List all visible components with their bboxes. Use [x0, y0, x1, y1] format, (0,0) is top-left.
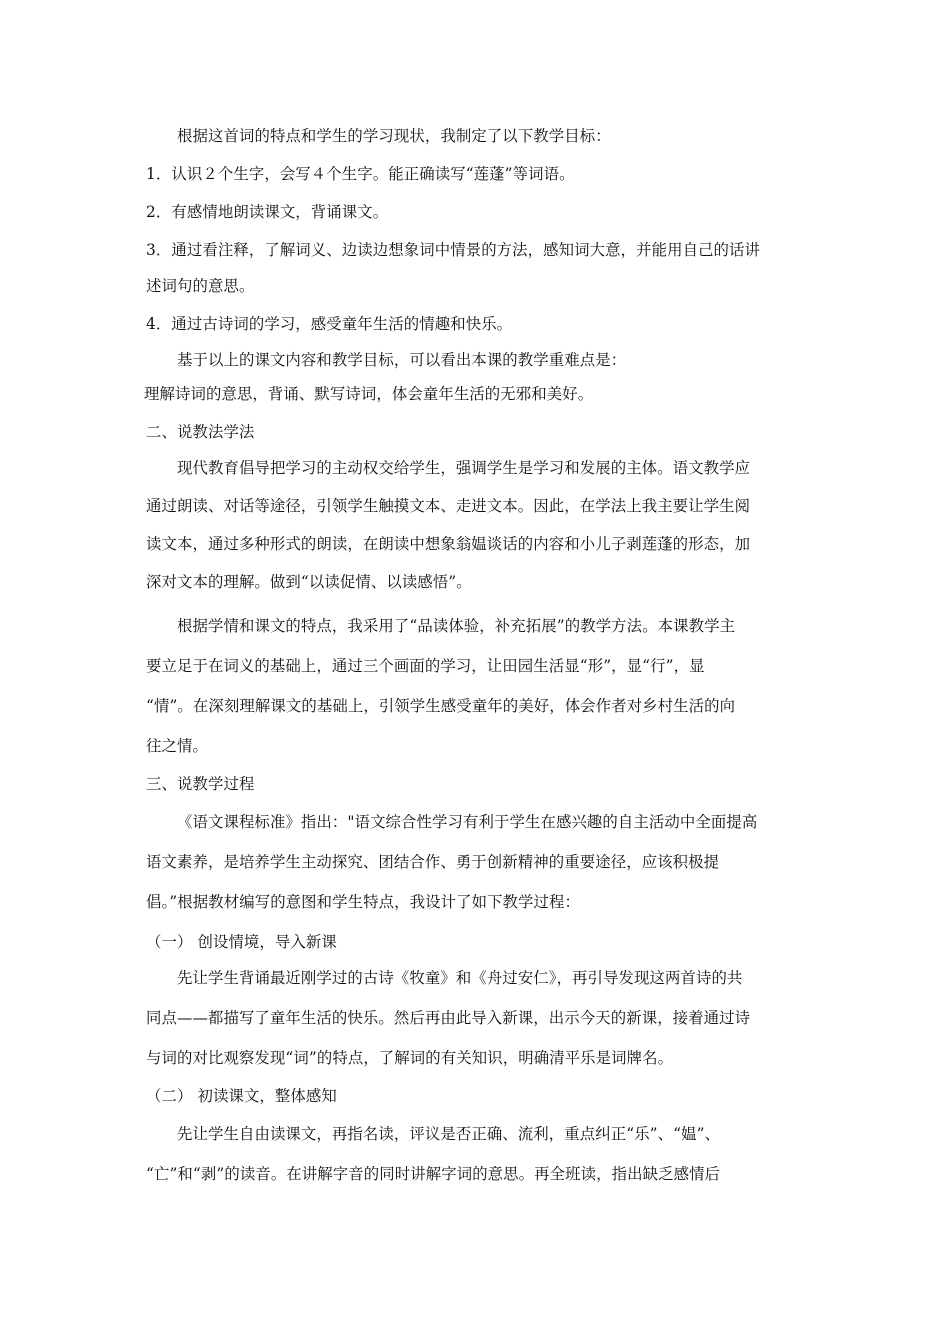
- paragraph-approach-line: 根据学情和课文的特点，我采用了“品读体验，补充拓展”的教学方法。本课教学主: [177, 617, 736, 635]
- paragraph-methods-line: 读文本，通过多种形式的朗读，在朗读中想象翁媪谈话的内容和小儿子剥莲蓬的形态，加: [146, 535, 751, 553]
- paragraph-standard-line: 语文素养，是培养学生主动探究、团结合作、勇于创新精神的重要途径，应该积极提: [146, 853, 720, 871]
- paragraph-methods-line: 通过朗读、对话等途径，引领学生触摸文本、走进文本。因此，在学法上我主要让学生阅: [146, 497, 751, 515]
- section-heading-methods: 二、说教法学法: [146, 423, 255, 441]
- paragraph-step-1-line: 同点——都描写了童年生活的快乐。然后再由此导入新课，出示今天的新课，接着通过诗: [146, 1009, 751, 1027]
- paragraph-step-1-line: 与词的对比观察发现“词”的特点，了解词的有关知识，明确清平乐是词牌名。: [146, 1049, 674, 1067]
- paragraph-step-2-line: “亡”和“剥”的读音。在讲解字音的同时讲解字词的意思。再全班读，指出缺乏感情后: [146, 1165, 721, 1183]
- paragraph-intro-goals: 根据这首词的特点和学生的学习现状，我制定了以下教学目标：: [177, 127, 611, 145]
- goal-item-4: 4．通过古诗词的学习，感受童年生活的情趣和快乐。: [146, 315, 513, 333]
- paragraph-step-2-line: 先让学生自由读课文，再指名读，评议是否正确、流利，重点纠正“乐”、“媪”、: [177, 1125, 721, 1143]
- goal-item-3: 3．通过看注释，了解词义、边读边想象词中情景的方法，感知词大意，并能用自己的话讲: [146, 241, 761, 259]
- goal-item-2: 2．有感情地朗读课文，背诵课文。: [146, 203, 389, 221]
- paragraph-approach-line: 要立足于在词义的基础上，通过三个画面的学习，让田园生活显“形”，显“行”，显: [146, 657, 705, 675]
- paragraph-approach-line: 往之情。: [146, 737, 208, 755]
- goal-item-1: 1．认识２个生字，会写４个生字。能正确读写“莲蓬”等词语。: [146, 165, 575, 183]
- section-heading-process: 三、说教学过程: [146, 775, 255, 793]
- paragraph-methods-line: 深对文本的理解。做到“以读促情、以读感悟”。: [146, 573, 472, 591]
- subheading-step-1: （一） 创设情境，导入新课: [146, 933, 337, 951]
- paragraph-standard-line: 倡。”根据教材编写的意图和学生特点，我设计了如下教学过程：: [146, 893, 581, 911]
- goal-item-3-cont: 述词句的意思。: [146, 277, 255, 295]
- paragraph-key-points: 理解诗词的意思，背诵、默写诗词，体会童年生活的无邪和美好。: [144, 385, 594, 403]
- paragraph-methods-line: 现代教育倡导把学习的主动权交给学生，强调学生是学习和发展的主体。语文教学应: [177, 459, 751, 477]
- paragraph-step-1-line: 先让学生背诵最近刚学过的古诗《牧童》和《舟过安仁》，再引导发现这两首诗的共: [177, 969, 743, 987]
- paragraph-key-points-intro: 基于以上的课文内容和教学目标，可以看出本课的教学重难点是：: [177, 351, 627, 369]
- paragraph-standard-line: 《语文课程标准》指出："语文综合性学习有利于学生在感兴趣的自主活动中全面提高: [177, 813, 758, 831]
- paragraph-approach-line: “情”。在深刻理解课文的基础上，引领学生感受童年的美好，体会作者对乡村生活的向: [146, 697, 736, 715]
- subheading-step-2: （二） 初读课文，整体感知: [146, 1087, 337, 1105]
